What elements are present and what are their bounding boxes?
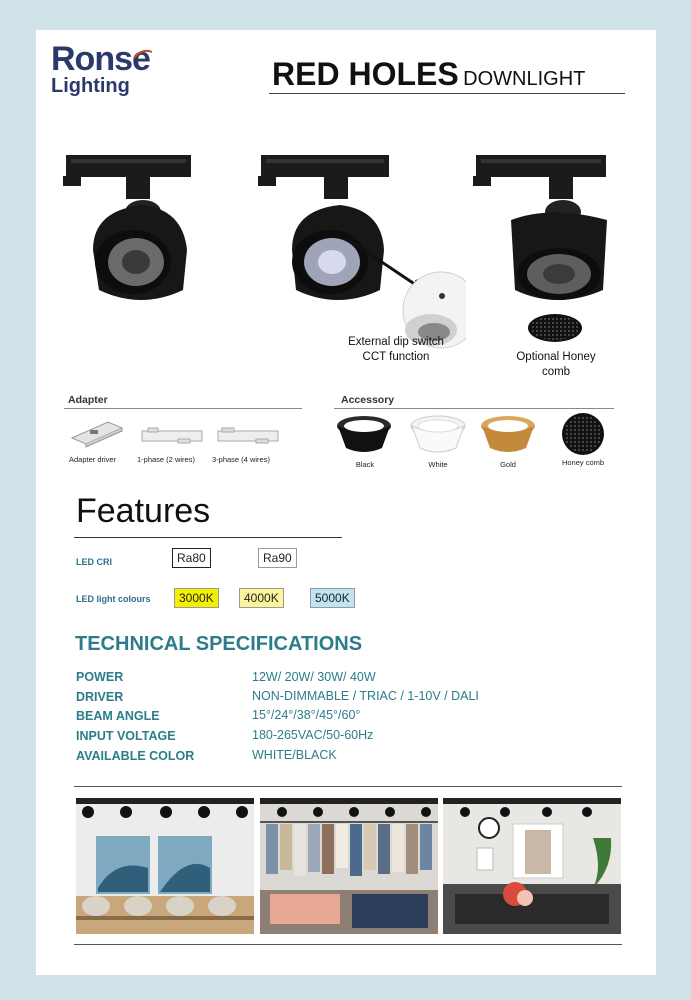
cri-label: LED CRI: [76, 557, 112, 567]
black-ring-image: [334, 412, 394, 456]
accessory-item-label: White: [428, 460, 448, 469]
spec-key: POWER: [76, 670, 124, 684]
dip-switch-caption: [336, 335, 456, 365]
adapter-driver-image: [68, 418, 126, 448]
colour-tag-3000k: 3000K: [174, 588, 219, 608]
accessory-item-label: Black: [355, 460, 375, 469]
honeycomb-caption: [496, 350, 616, 380]
adapter-label: Adapter: [68, 394, 108, 406]
brand-logo-line1: Ronse: [51, 40, 150, 78]
honeycomb-caption-line2: comb: [541, 366, 571, 378]
track-light-image-3: [471, 150, 621, 320]
spec-value: NON-DIMMABLE / TRIAC / 1-10V / DALI: [252, 689, 479, 703]
gold-ring-image: [478, 412, 538, 456]
photos-bottom-divider: [74, 944, 622, 945]
spec-key: BEAM ANGLE: [76, 709, 160, 723]
features-divider: [74, 537, 342, 538]
honeycomb-accessory-image: [553, 412, 613, 456]
adapter-divider: [64, 408, 302, 409]
photos-top-divider: [74, 786, 622, 787]
accessory-divider: [334, 408, 614, 409]
adapter-item-label: 3-phase (4 wires): [212, 455, 270, 464]
title-sub: DOWNLIGHT: [463, 68, 586, 90]
accessory-item-label: Honey comb: [561, 458, 605, 467]
brand-logo-line2: Lighting: [51, 75, 130, 97]
spec-value: 15°/24°/38°/45°/60°: [252, 708, 361, 722]
dip-switch-caption-line1: External dip switch: [348, 336, 444, 348]
track-light-image-2: [256, 150, 466, 350]
dip-switch-caption-line2: CCT function: [362, 351, 430, 363]
adapter-item-label: Adapter driver: [69, 455, 117, 464]
logo-swoosh-icon: [132, 48, 154, 62]
honeycomb-caption-line1: Optional Honey: [516, 351, 596, 363]
spec-value: 180-265VAC/50-60Hz: [252, 728, 374, 742]
cri-tag: Ra80: [172, 548, 211, 568]
honeycomb-insert-image: [527, 313, 583, 343]
spec-key: DRIVER: [76, 690, 124, 704]
light-colours-label: LED light colours: [76, 594, 151, 604]
track-light-image-1: [61, 150, 211, 330]
spec-key: INPUT VOLTAGE: [76, 729, 176, 743]
page-title: [272, 56, 585, 93]
gallery-photo: [260, 798, 438, 934]
title-main: RED HOLES: [272, 56, 459, 92]
colour-tag-4000k: 4000K: [239, 588, 284, 608]
gallery-photo: [76, 798, 254, 934]
spec-key: AVAILABLE COLOR: [76, 749, 195, 763]
title-divider: [269, 93, 625, 94]
spec-sheet: [36, 30, 656, 975]
spec-value: WHITE/BLACK: [252, 748, 337, 762]
adapter-item-label: 1-phase (2 wires): [137, 455, 195, 464]
gallery-photo: [443, 798, 621, 934]
accessory-label: Accessory: [341, 394, 395, 406]
accessory-item-label: Gold: [500, 460, 516, 469]
white-ring-image: [408, 412, 468, 456]
adapter-1-phase-image: [138, 426, 206, 446]
cri-tag: Ra90: [258, 548, 297, 568]
colour-tag-5000k: 5000K: [310, 588, 355, 608]
spec-value: 12W/ 20W/ 30W/ 40W: [252, 670, 376, 684]
specs-heading: TECHNICAL SPECIFICATIONS: [75, 633, 363, 655]
features-heading: Features: [76, 492, 211, 530]
adapter-3-phase-image: [214, 426, 282, 446]
